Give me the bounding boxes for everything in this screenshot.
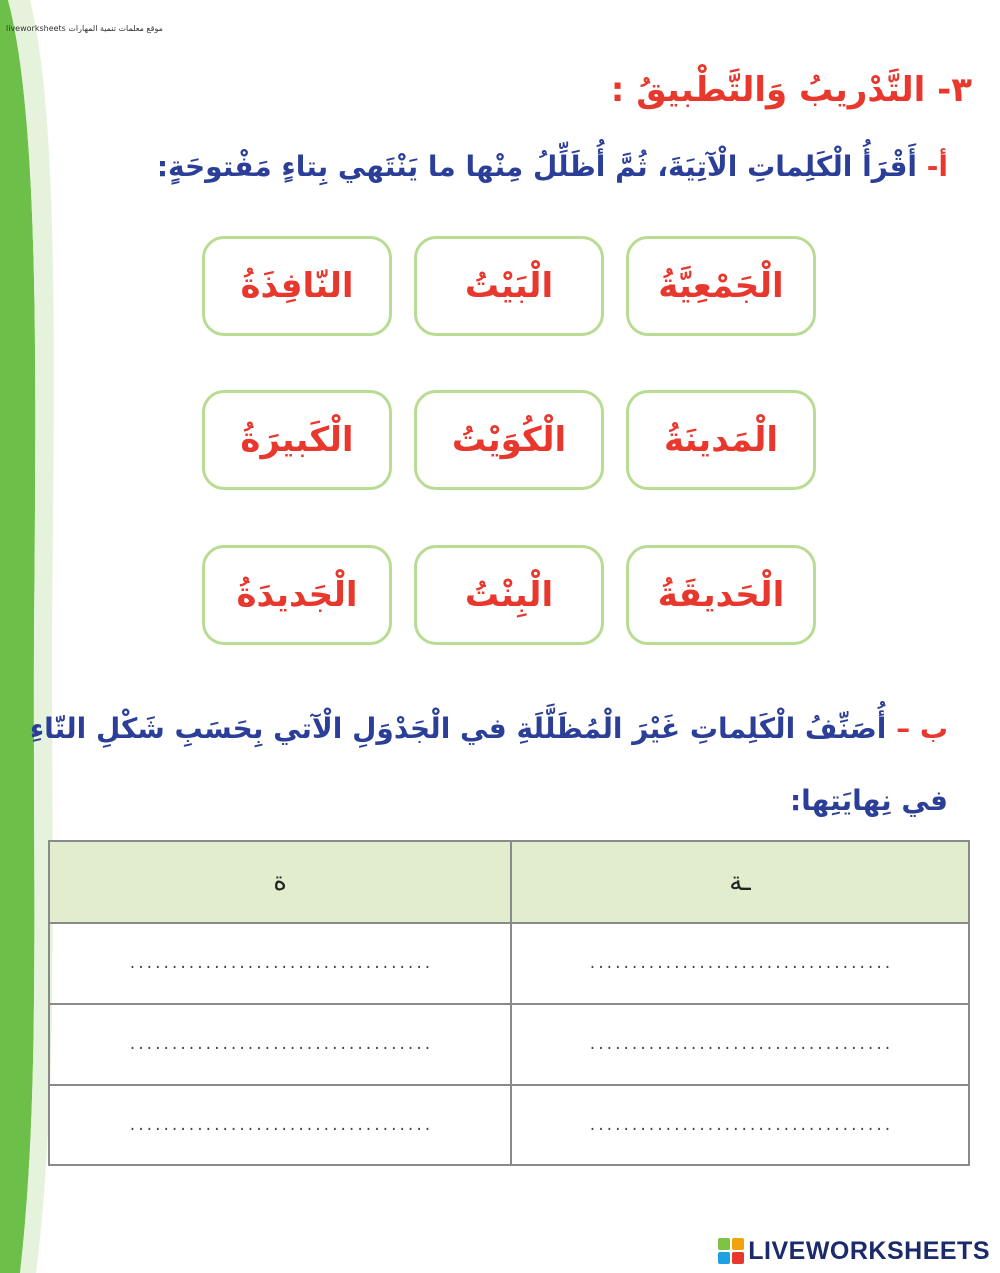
word-box-6[interactable]: الْكَبيرَةُ <box>202 390 392 490</box>
instruction-b <box>30 712 948 745</box>
liveworksheets-logo <box>718 1236 990 1266</box>
word-box-4[interactable]: الْمَدينَةُ <box>626 390 816 490</box>
word-box-7[interactable]: الْحَديقَةُ <box>626 545 816 645</box>
word-box-8[interactable]: الْبِنْتُ <box>414 545 604 645</box>
instruction-a <box>157 150 948 183</box>
instruction-a-text: أَقْرَأُ الْكَلِماتِ الْآتِيَةَ، ثُمَّ أُظَلِّلُ مِنْها ما يَنْتَهي بِتاءٍ مَفْتوحَةٍ: <box>156 150 918 183</box>
word-box-1[interactable]: الْجَمْعِيَّةُ <box>626 236 816 336</box>
table-cell-input[interactable]: .................................... <box>588 956 892 972</box>
word-box-3[interactable]: النّافِذَةُ <box>202 236 392 336</box>
table-cell-input[interactable]: .................................... <box>588 1118 892 1134</box>
classification-table <box>48 840 970 1166</box>
word-box-5[interactable]: الْكُوَيْتُ <box>414 390 604 490</box>
instruction-a-label: أ- <box>926 150 948 183</box>
brand-text: LIVEWORKSHEETS <box>748 1236 990 1265</box>
liveworksheets-logo-icon <box>718 1238 744 1264</box>
table-cell-input[interactable]: .................................... <box>588 1037 892 1053</box>
table-header-open-ta: ـة <box>729 867 751 897</box>
instruction-b-text: أُصَنِّفُ الْكَلِماتِ غَيْرَ الْمُظَلَّلَةِ في الْجَدْوَلِ الْآتي بِحَسَبِ شَكْلِ التّاءِ <box>29 712 887 745</box>
instruction-b-line2 <box>790 784 948 817</box>
word-box-9[interactable]: الْجَديدَةُ <box>202 545 392 645</box>
table-cell-input[interactable]: .................................... <box>128 1037 432 1053</box>
instruction-b-text2: في نِهايَتِها: <box>789 784 948 817</box>
table-cell-input[interactable]: .................................... <box>128 956 432 972</box>
table-header-closed-ta: ة <box>273 867 287 897</box>
table-cell-input[interactable]: .................................... <box>128 1118 432 1134</box>
header-note: liveworksheets موقع معلمات تنمية المهارات <box>6 24 163 33</box>
section-title: ٣- التَّدْريبُ وَالتَّطْبيقُ : <box>610 70 972 110</box>
instruction-b-label: ب – <box>896 712 948 745</box>
word-box-2[interactable]: الْبَيْتُ <box>414 236 604 336</box>
